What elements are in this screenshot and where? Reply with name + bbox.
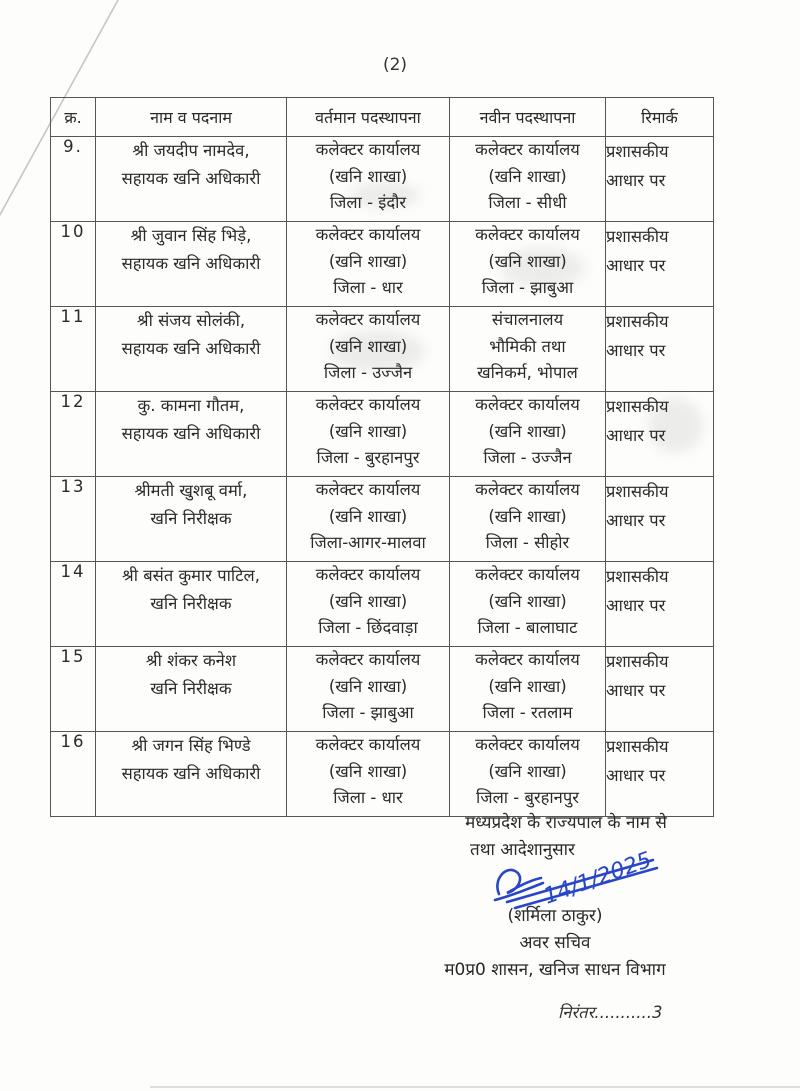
current-posting-cell <box>287 562 450 647</box>
remark-line: आधार पर <box>606 511 666 530</box>
remark-line: प्रशासकीय <box>606 652 669 671</box>
new-posting-district: जिला - सीधी <box>488 193 567 212</box>
current-posting-office: कलेक्टर कार्यालय <box>315 140 421 159</box>
current-posting-district: जिला-आगर-मालवा <box>310 533 426 552</box>
new-posting-district: जिला - रतलाम <box>482 703 573 722</box>
current-posting-office: कलेक्टर कार्यालय <box>315 565 421 584</box>
officer-designation: खनि निरीक्षक <box>150 594 232 613</box>
current-posting-cell <box>287 137 450 222</box>
current-posting-branch: (खनि शाखा) <box>328 506 408 526</box>
remark-line: प्रशासकीय <box>606 737 669 756</box>
signatory-department: म0प्र0 शासन, खनिज साधन विभाग <box>444 960 666 980</box>
officer-name: श्री बसंत कुमार पाटिल, <box>122 566 260 585</box>
col-header-serial: क्र. <box>51 98 96 137</box>
new-posting-branch: (खनि शाखा) <box>488 421 567 441</box>
table-row <box>51 732 714 817</box>
new-posting-district: जिला - बालाघाट <box>477 618 578 637</box>
col-header-current-posting: वर्तमान पदस्थापना <box>287 98 450 137</box>
current-posting-branch: (खनि शाखा) <box>328 761 408 781</box>
remark-cell <box>606 222 714 307</box>
remark-cell <box>606 137 714 222</box>
officer-designation: खनि निरीक्षक <box>150 509 232 528</box>
signatory-block <box>400 903 710 984</box>
serial-number-cell: 16 <box>51 732 96 817</box>
remark-line: आधार पर <box>606 766 666 785</box>
officer-name: कु. कामना गौतम, <box>137 396 245 415</box>
officer-name: श्री जुवान सिंह भिड़े, <box>130 226 252 245</box>
officer-name: श्री जगन सिंह भिण्डे <box>131 736 251 755</box>
officer-designation: सहायक खनि अधिकारी <box>121 254 261 273</box>
name-designation-cell <box>96 392 287 477</box>
new-posting-cell <box>450 562 606 647</box>
new-posting-cell <box>450 732 606 817</box>
officer-name: श्री जयदीप नामदेव, <box>132 141 250 160</box>
current-posting-branch: (खनि शाखा) <box>328 166 408 186</box>
current-posting-district: जिला - धार <box>333 788 403 807</box>
officer-designation: खनि निरीक्षक <box>150 679 232 698</box>
current-posting-office: कलेक्टर कार्यालय <box>315 395 421 414</box>
serial-number-cell: 15 <box>51 647 96 732</box>
new-posting-office: कलेक्टर कार्यालय <box>475 650 580 669</box>
remark-line: आधार पर <box>606 681 666 700</box>
current-posting-district: जिला - इंदौर <box>329 193 407 212</box>
serial-number-cell: 14 <box>51 562 96 647</box>
name-designation-cell <box>96 137 287 222</box>
current-posting-office: कलेक्टर कार्यालय <box>315 735 421 754</box>
current-posting-branch: (खनि शाखा) <box>328 251 408 271</box>
officer-name: श्री शंकर कनेश <box>145 651 237 670</box>
new-posting-district: जिला - झाबुआ <box>481 278 574 297</box>
serial-number-cell: 13 <box>51 477 96 562</box>
remark-cell <box>606 562 714 647</box>
current-posting-cell <box>287 732 450 817</box>
new-posting-district: जिला - बुरहानपुर <box>476 788 579 807</box>
current-posting-cell <box>287 307 450 392</box>
new-posting-office: कलेक्टर कार्यालय <box>475 480 580 499</box>
col-header-name: नाम व पदनाम <box>96 98 287 137</box>
serial-number-cell: 12 <box>51 392 96 477</box>
col-header-remark: रिमार्क <box>606 98 714 137</box>
new-posting-district: जिला - सीहोर <box>485 533 570 552</box>
name-designation-cell <box>96 732 287 817</box>
new-posting-branch: (खनि शाखा) <box>488 166 567 186</box>
table-row <box>51 137 714 222</box>
table-row <box>51 647 714 732</box>
new-posting-branch: (खनि शाखा) <box>488 251 567 271</box>
new-posting-branch: (खनि शाखा) <box>488 676 567 696</box>
serial-number-cell: 11 <box>51 307 96 392</box>
current-posting-district: जिला - बुरहानपुर <box>316 448 420 467</box>
remark-line: प्रशासकीय <box>606 567 669 586</box>
current-posting-district: जिला - उज्जैन <box>323 363 413 382</box>
officer-designation: सहायक खनि अधिकारी <box>121 764 261 783</box>
current-posting-branch: (खनि शाखा) <box>328 676 408 696</box>
remark-line: आधार पर <box>606 426 666 445</box>
transfer-table <box>50 97 714 817</box>
current-posting-cell <box>287 392 450 477</box>
continuation-note: निरंतर...........3 <box>558 1003 663 1022</box>
new-posting-cell <box>450 477 606 562</box>
current-posting-office: कलेक्टर कार्यालय <box>315 480 421 499</box>
officer-name: श्री संजय सोलंकी, <box>136 311 246 330</box>
remark-line: प्रशासकीय <box>606 482 669 501</box>
new-posting-cell <box>450 647 606 732</box>
authority-line-1: मध्यप्रदेश के राज्यपाल के नाम से <box>465 813 667 833</box>
serial-number-cell: 10 <box>51 222 96 307</box>
officer-name: श्रीमती खुशबू वर्मा, <box>134 481 248 500</box>
new-posting-branch: (खनि शाखा) <box>488 761 567 781</box>
current-posting-cell <box>287 647 450 732</box>
name-designation-cell <box>96 222 287 307</box>
signatory-designation: अवर सचिव <box>519 933 591 953</box>
table-row <box>51 392 714 477</box>
remark-cell <box>606 392 714 477</box>
name-designation-cell <box>96 307 287 392</box>
remark-cell <box>606 647 714 732</box>
table-row <box>51 222 714 307</box>
table-row <box>51 562 714 647</box>
officer-designation: सहायक खनि अधिकारी <box>121 339 261 358</box>
remark-line: प्रशासकीय <box>606 142 669 161</box>
current-posting-branch: (खनि शाखा) <box>328 591 408 611</box>
new-posting-office: संचालनालय <box>491 310 564 329</box>
remark-line: प्रशासकीय <box>606 397 669 416</box>
new-posting-office: कलेक्टर कार्यालय <box>475 140 580 159</box>
remark-line: आधार पर <box>606 171 666 190</box>
current-posting-office: कलेक्टर कार्यालय <box>315 310 421 329</box>
new-posting-district: खनिकर्म, भोपाल <box>477 363 578 382</box>
table-row <box>51 477 714 562</box>
scan-bottom-edge <box>150 1086 800 1088</box>
signature-date-handwritten: 14/1/2025 <box>540 847 656 910</box>
remark-cell <box>606 307 714 392</box>
remark-cell <box>606 732 714 817</box>
current-posting-district: जिला - झाबुआ <box>322 703 414 722</box>
new-posting-branch: (खनि शाखा) <box>488 506 567 526</box>
new-posting-district: जिला - उज्जैन <box>483 448 572 467</box>
new-posting-office: कलेक्टर कार्यालय <box>475 735 580 754</box>
name-designation-cell <box>96 477 287 562</box>
new-posting-cell <box>450 222 606 307</box>
remark-line: आधार पर <box>606 256 666 275</box>
remark-line: प्रशासकीय <box>606 227 669 246</box>
remark-line: प्रशासकीय <box>606 312 669 331</box>
serial-number-cell: 9. <box>51 137 96 222</box>
remark-line: आधार पर <box>606 596 666 615</box>
current-posting-district: जिला - धार <box>333 278 403 297</box>
current-posting-office: कलेक्टर कार्यालय <box>315 225 421 244</box>
signatory-name: (शर्मिला ठाकुर) <box>507 906 603 926</box>
transfer-table-body <box>51 137 714 817</box>
remark-cell <box>606 477 714 562</box>
officer-designation: सहायक खनि अधिकारी <box>121 424 261 443</box>
current-posting-branch: (खनि शाखा) <box>328 421 408 441</box>
new-posting-office: कलेक्टर कार्यालय <box>475 565 580 584</box>
new-posting-office: कलेक्टर कार्यालय <box>475 395 580 414</box>
name-designation-cell <box>96 647 287 732</box>
current-posting-cell <box>287 222 450 307</box>
officer-designation: सहायक खनि अधिकारी <box>121 169 261 188</box>
new-posting-cell <box>450 392 606 477</box>
current-posting-cell <box>287 477 450 562</box>
new-posting-cell <box>450 137 606 222</box>
current-posting-office: कलेक्टर कार्यालय <box>315 650 421 669</box>
remark-line: आधार पर <box>606 341 666 360</box>
name-designation-cell <box>96 562 287 647</box>
new-posting-cell <box>450 307 606 392</box>
current-posting-district: जिला - छिंदवाड़ा <box>318 618 418 637</box>
table-row <box>51 307 714 392</box>
col-header-new-posting: नवीन पदस्थापना <box>450 98 606 137</box>
new-posting-branch: (खनि शाखा) <box>488 591 567 611</box>
current-posting-branch: (खनि शाखा) <box>328 336 408 356</box>
page-number: (2) <box>382 55 408 75</box>
authority-line-2: तथा आदेशानुसार <box>470 840 576 860</box>
transfer-table-header <box>51 98 714 137</box>
new-posting-branch: भौमिकी तथा <box>489 336 566 356</box>
new-posting-office: कलेक्टर कार्यालय <box>475 225 580 244</box>
